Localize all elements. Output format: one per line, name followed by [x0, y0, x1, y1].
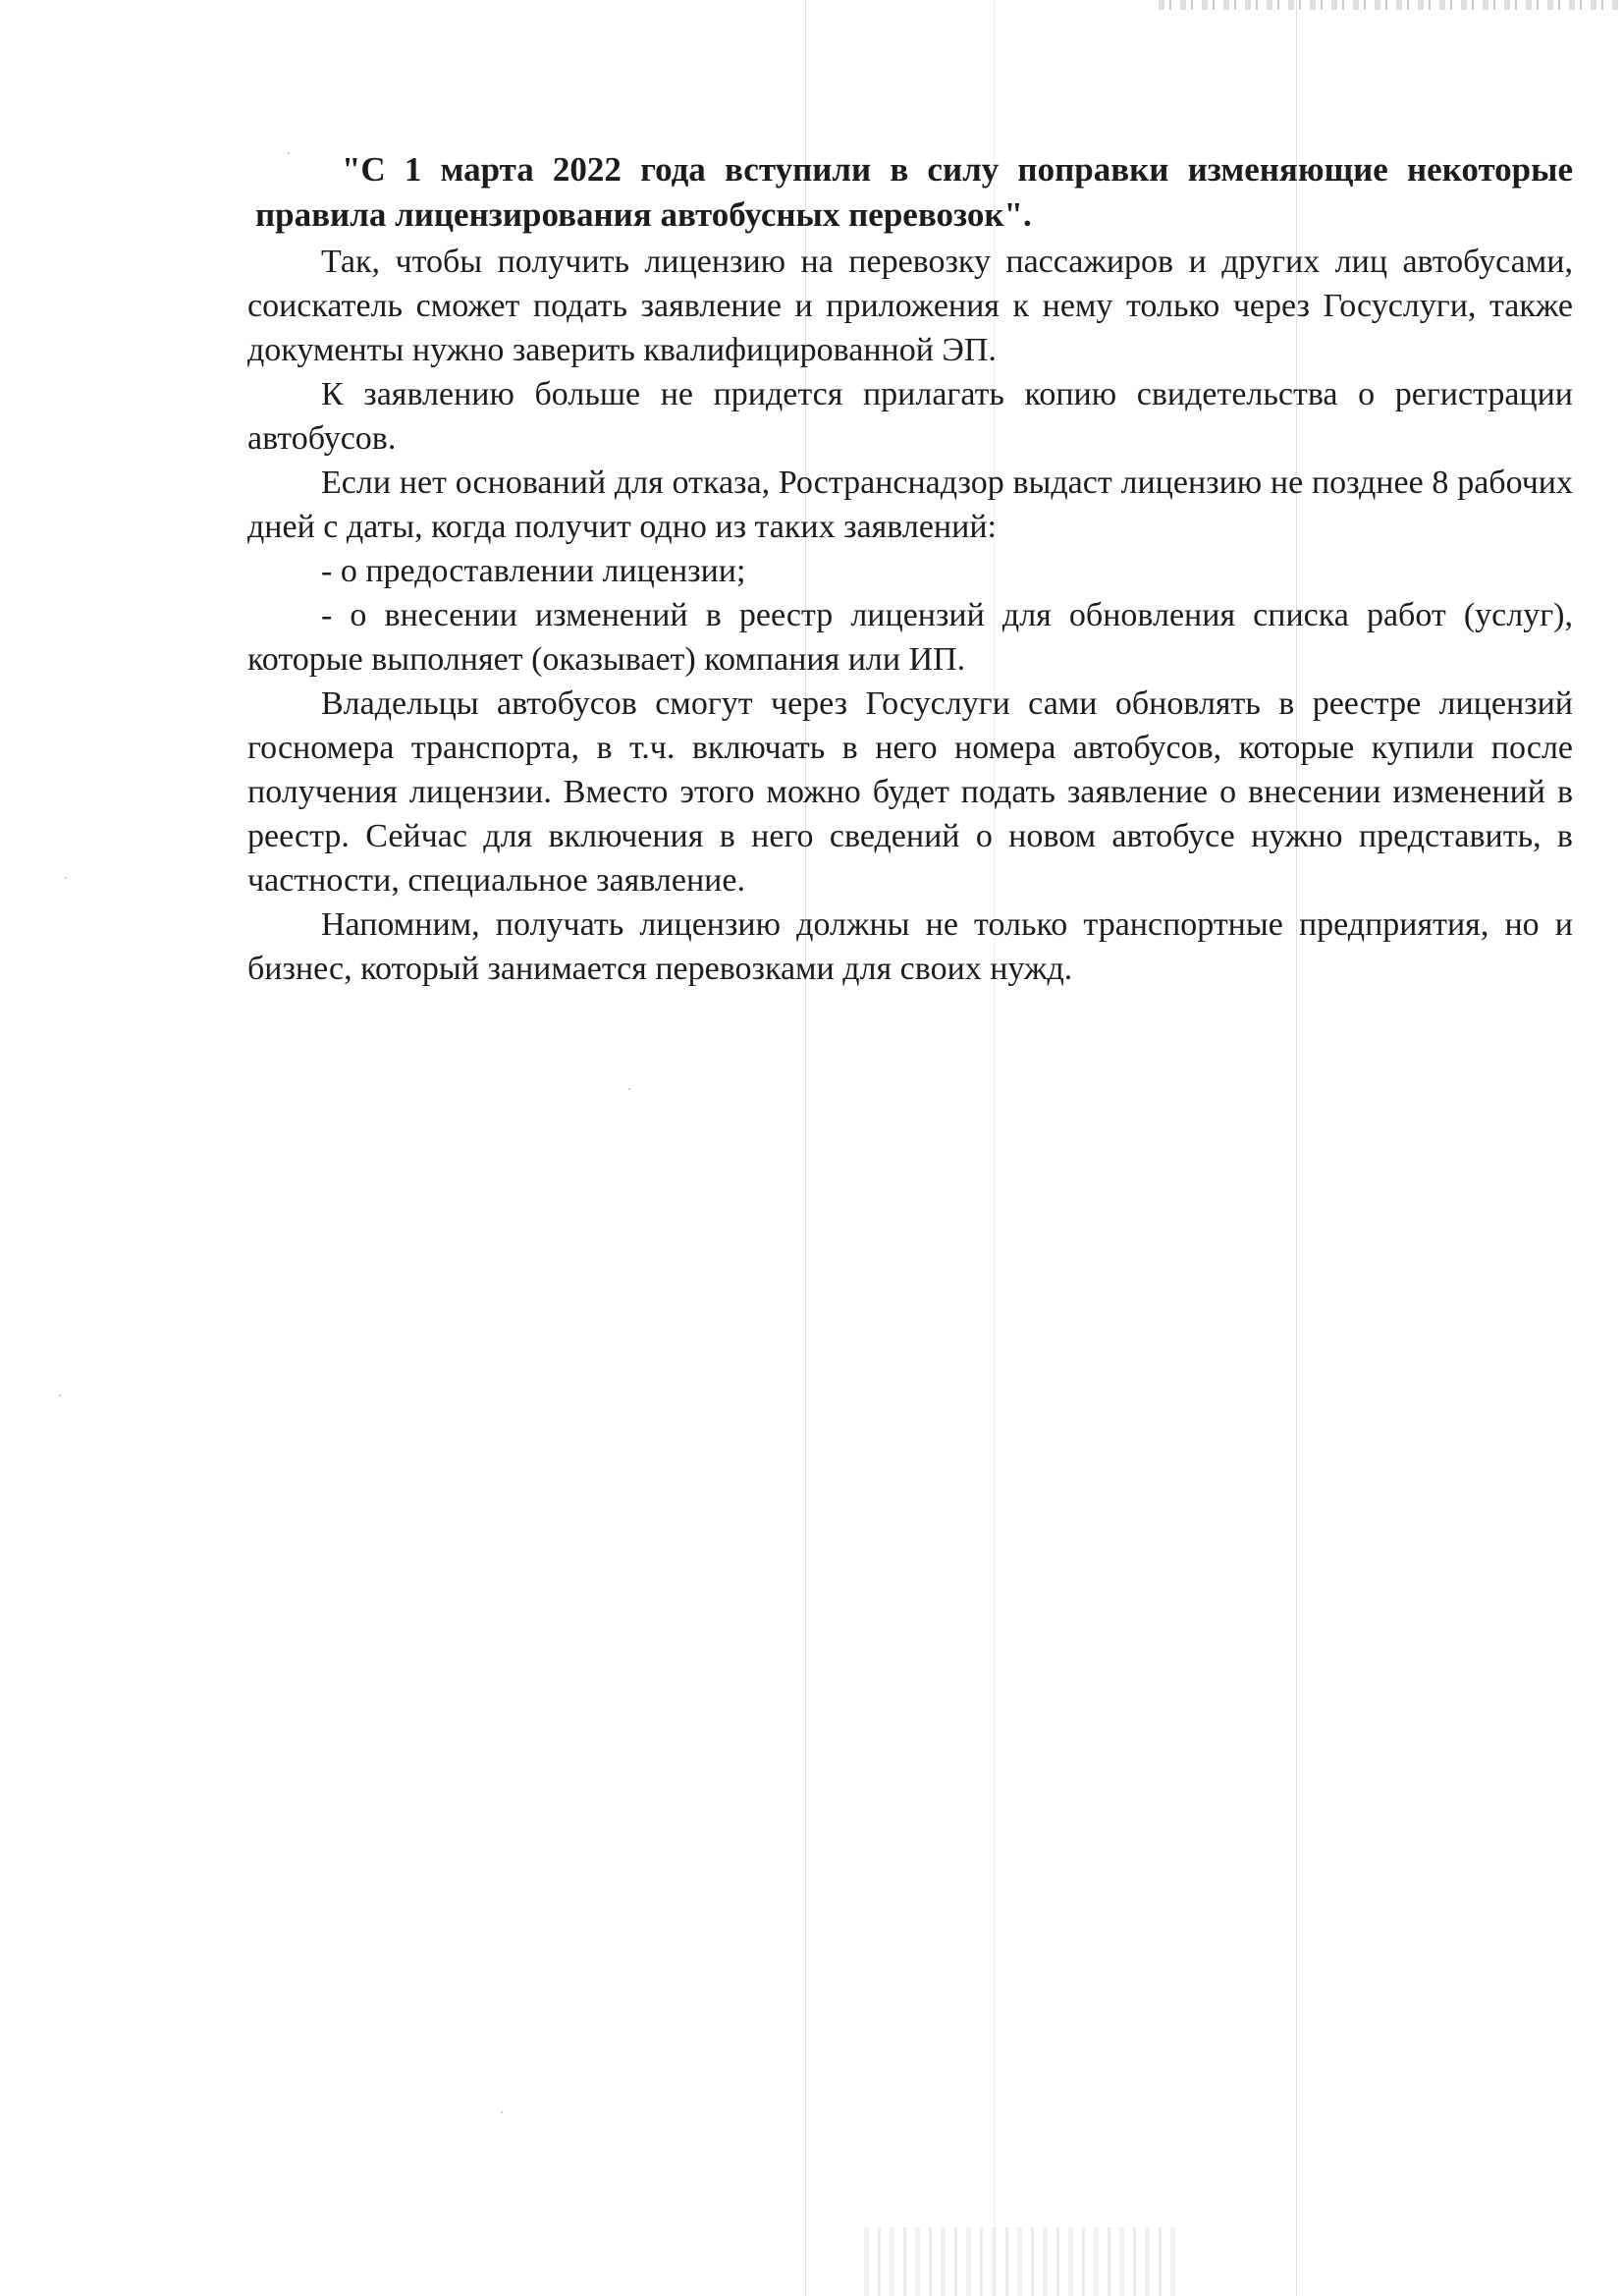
- scan-artifact-top: [1159, 0, 1620, 10]
- paragraph: Владельцы автобусов смогут через Госуслуги сами обновлять в реестре лицензий госномера транспорта, в т.ч. включать в него номера автобусов, которые купили после получения лицензии. Вместо этого можно будет подать заявление о внесении изменений в реестр. Сейчас для включения в него сведений о новом автобусе нужно представить, в частности, специальное заявление.: [247, 685, 1573, 899]
- paragraph: Напомним, получать лицензию должны не только транспортные предприятия, но и бизнес, который занимается перевозками для своих нужд.: [247, 906, 1573, 987]
- scan-speck: [59, 1394, 61, 1396]
- list-item: - о внесении изменений в реестр лицензий для обновления списка работ (услуг), которые выполняет (оказывает) компания или ИП.: [247, 597, 1573, 678]
- document-body: [247, 147, 1573, 991]
- scan-artifact-bottom: [864, 2227, 1178, 2296]
- paragraph: К заявлению больше не придется прилагать копию свидетельства о регистрации автобусов.: [247, 376, 1573, 457]
- document-title: "С 1 марта 2022 года вступили в силу поправки изменяющие некоторые правила лицензирования автобусных перевозок".: [255, 150, 1573, 234]
- paragraph: Так, чтобы получить лицензию на перевозку пассажиров и других лиц автобусами, соискатель сможет подать заявление и приложения к нему только через Госуслуги, также документы нужно заверить квалифицированной ЭП.: [247, 244, 1573, 368]
- paragraph: Если нет оснований для отказа, Ространснадзор выдаст лицензию не позднее 8 рабочих дней с даты, когда получит одно из таких заявлений:: [247, 465, 1573, 545]
- list-item: - о предоставлении лицензии;: [321, 553, 746, 589]
- scan-speck: [628, 1088, 630, 1090]
- scan-speck: [501, 2111, 503, 2113]
- scan-speck: [65, 877, 67, 879]
